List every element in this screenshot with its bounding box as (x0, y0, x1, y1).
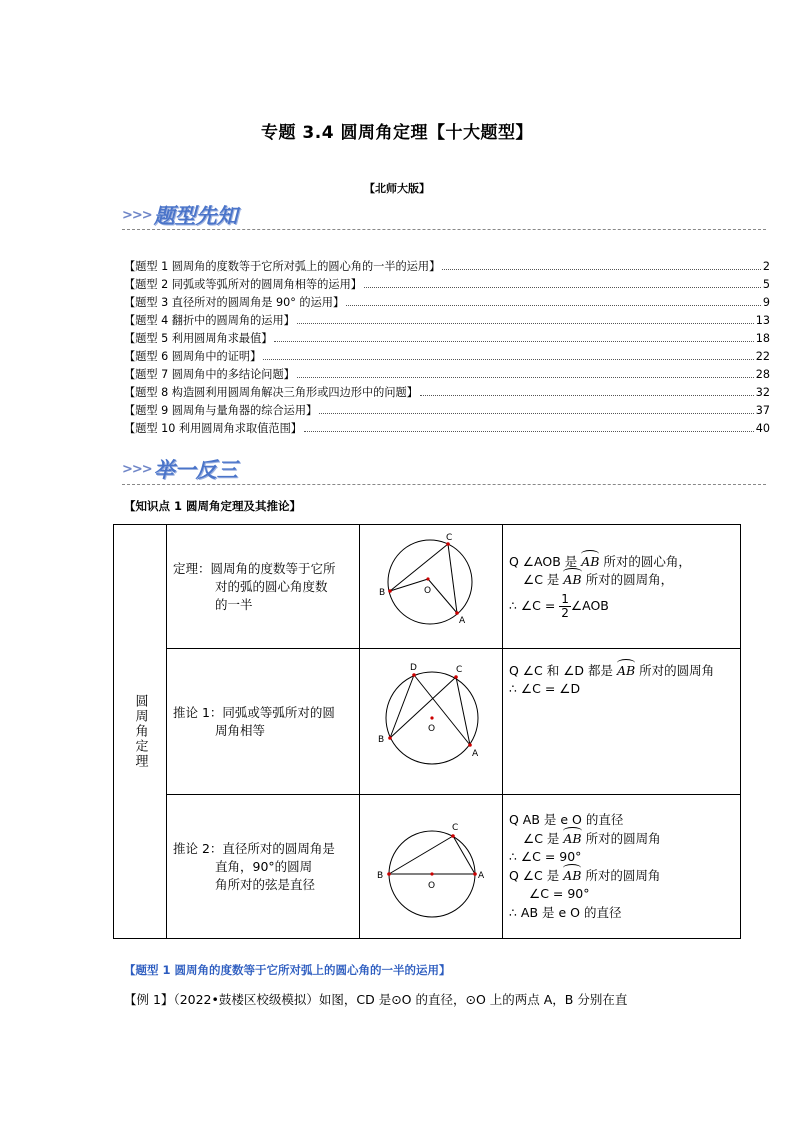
statement-text: 推论 2：直径所对的圆周角是 (173, 840, 335, 856)
statement-cell (167, 795, 360, 939)
toc-item[interactable]: 【题型 7 圆周角中的多结论问题】 28 (124, 368, 770, 381)
point-label: A (459, 616, 466, 626)
point-label: C (446, 533, 453, 543)
arc-symbol: AB (563, 830, 581, 849)
reason-line: ∠C = 90° (529, 886, 590, 901)
reason-line: Q AB 是 e O 的直径 (509, 812, 624, 827)
point-label: B (379, 588, 386, 598)
edition-label: 【北师大版】 (364, 182, 430, 195)
arc-symbol: AB (563, 572, 582, 587)
point-label: A (472, 749, 479, 759)
circle-figure-theorem (360, 525, 502, 645)
statement-text: 定理：圆周角的度数等于它所 (173, 560, 336, 576)
theorem-side-label-cell (114, 525, 167, 939)
banner-practice-text: 举一反三 (153, 458, 238, 482)
circle-figure-corollary-1 (360, 650, 502, 790)
fraction-half: $\frac{1}{2}$ (561, 592, 569, 620)
banner-arrows-icon: >>> (122, 461, 152, 477)
example-label: 【例 1】 (124, 992, 174, 1007)
toc-item[interactable]: 【题型 3 直径所对的圆周角是 90° 的运用】 9 (124, 296, 770, 309)
statement-text: 的一半 (215, 596, 253, 612)
point-label: O (428, 881, 436, 891)
statement-text: 周角相等 (215, 722, 266, 738)
statement-text: 直角，90°的圆周 (215, 858, 313, 874)
statement-text: 推论 1：同弧或等弧所对的圆 (173, 704, 335, 720)
toc-item[interactable]: 【题型 2 同弧或等弧所对的圆周角相等的运用】 5 (124, 278, 770, 291)
knowledge-point-title: 【知识点 1 圆周角定理及其推论】 (124, 499, 302, 513)
statement-text: 对的弧的圆心角度数 (215, 578, 328, 594)
toc-item[interactable]: 【题型 9 圆周角与量角器的综合运用】 37 (124, 404, 770, 417)
statement-text: 角所对的弦是直径 (215, 876, 316, 892)
statement-cell (167, 525, 360, 649)
toc-item[interactable]: 【题型 4 翻折中的圆周角的运用】 13 (124, 314, 770, 327)
reason-cell: Q ∠AOB 是 AB 所对的圆心角， ∠C 是 AB 所对的圆周角， ∴ ∠C = $\frac{1}{2}$ ∠AOB (503, 525, 741, 649)
example-text: （2022•鼓楼区校级模拟）如图，CD 是⊙O 的直径，⊙O 上的两点 A，B 分别在直 (173, 992, 628, 1007)
reason-line: ∴ AB 是 e O 的直径 (509, 904, 622, 920)
point-label: A (478, 871, 485, 881)
banner-preview (122, 200, 238, 230)
page-title: 专题 3.4 圆周角定理【十大题型】 (261, 123, 533, 143)
reason-line: ∴ ∠C = ∠D (509, 680, 581, 696)
reason-line: ∴ ∠C = 90° (509, 849, 582, 864)
divider (122, 484, 766, 485)
point-label: O (424, 586, 432, 596)
toc-item[interactable]: 【题型 1 圆周角的度数等于它所对弧上的圆心角的一半的运用】 2 (124, 260, 770, 273)
banner-arrows-icon: >>> (122, 207, 152, 223)
arc-symbol: AB (563, 867, 581, 886)
point-label: D (410, 663, 417, 673)
figure-cell (360, 525, 503, 649)
statement-cell (167, 649, 360, 795)
arc-symbol: AB (616, 662, 636, 678)
reason-cell: Q AB 是 e O 的直径 ∠C 是 AB 所对的圆周角 ∴ ∠C = 90° Q ∠C 是 AB 所对的圆周角 ∠C = 90° ∴ AB 是 e O 的直径 (503, 795, 741, 939)
toc-item[interactable]: 【题型 8 构造圆利用圆周角解决三角形或四边形中的问题】 32 (124, 386, 770, 399)
theorem-table (113, 524, 741, 939)
section-title: 【题型 1 圆周角的度数等于它所对弧上的圆心角的一半的运用】 (124, 963, 451, 977)
banner-practice (122, 454, 238, 484)
divider (122, 229, 766, 230)
theorem-side-label: 圆周角定理 (132, 694, 148, 769)
reason-cell: Q ∠C 和 ∠D 都是 AB 所对的圆周角 ∴ ∠C = ∠D (503, 649, 741, 795)
point-label: B (377, 871, 384, 881)
point-label: O (428, 724, 436, 734)
arc-symbol: AB (581, 554, 600, 569)
toc-item[interactable]: 【题型 6 圆周角中的证明】 22 (124, 350, 770, 363)
toc-item[interactable]: 【题型 5 利用圆周角求最值】 18 (124, 332, 770, 345)
point-label: C (452, 823, 459, 833)
figure-cell (360, 649, 503, 795)
example-1 (124, 990, 764, 1008)
toc-item[interactable]: 【题型 10 利用圆周角求取值范围】 40 (124, 422, 770, 435)
point-label: C (456, 665, 463, 675)
circle-figure-corollary-2 (360, 800, 502, 930)
table-of-contents (124, 258, 770, 438)
figure-cell (360, 795, 503, 939)
banner-preview-text: 题型先知 (153, 204, 238, 228)
point-label: B (378, 735, 385, 745)
